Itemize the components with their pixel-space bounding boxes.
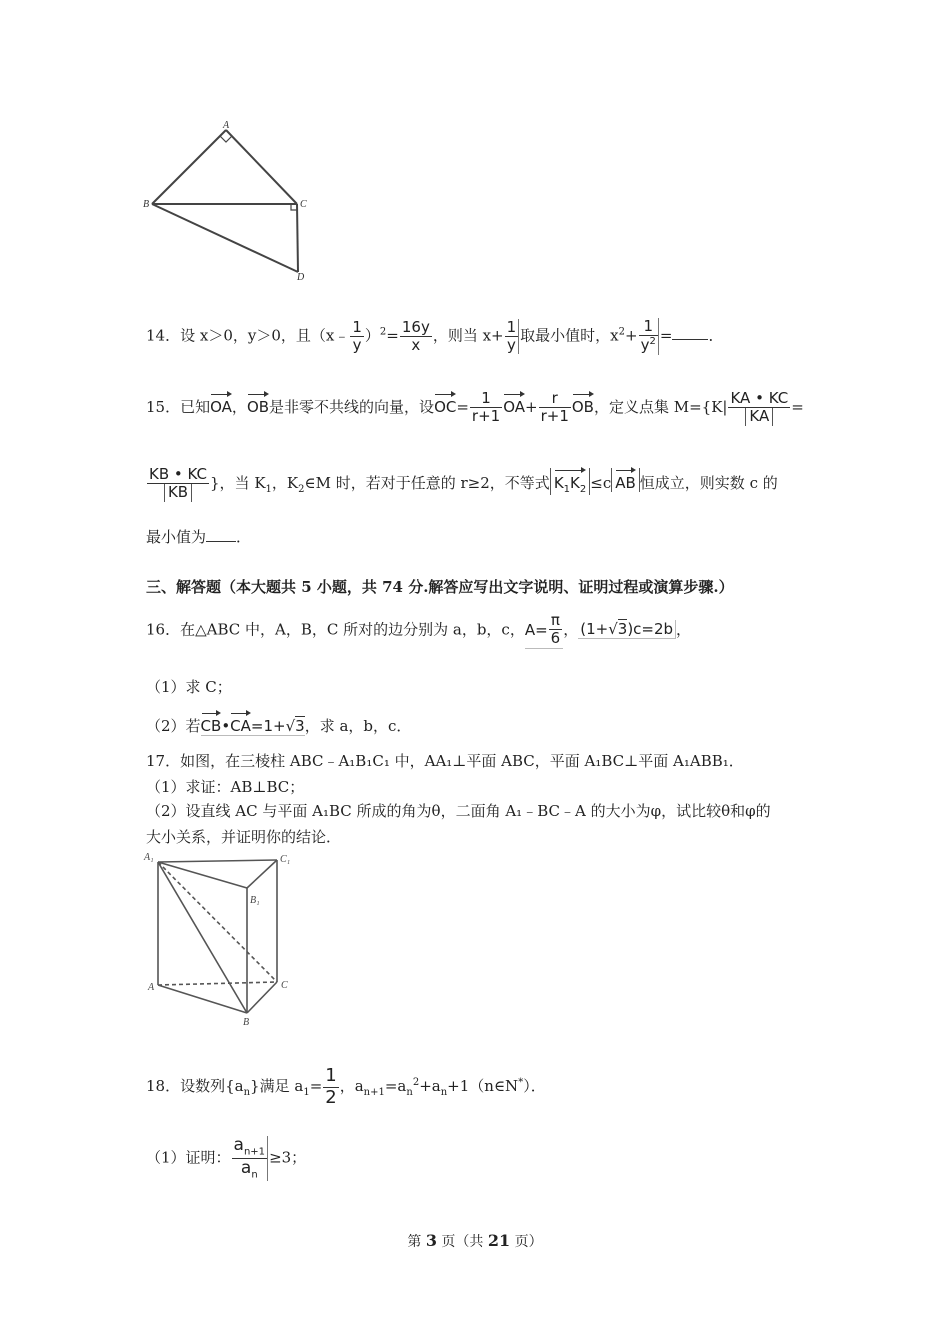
label-d: D <box>297 272 305 283</box>
q18-part1 <box>146 1136 306 1181</box>
q15-number: 15． <box>146 397 181 416</box>
q14-text: = <box>659 326 673 345</box>
q14-text: ． <box>708 326 724 345</box>
q14-frac4: $\frac{1}{y^2}$ <box>639 318 659 355</box>
page-footer: 第 3 页（共 21 页） <box>407 1231 543 1250</box>
q16-text: （2）若 <box>146 717 201 735</box>
q15-text: ，定义点集 M={K| <box>593 397 728 416</box>
q15-answer-blank <box>206 541 236 542</box>
vector-k1k2: $K_1K_2$ <box>550 468 590 495</box>
q15-text: 恒成立，则实数 c 的 <box>639 473 778 492</box>
page-total: 21 <box>487 1231 511 1250</box>
q18-text: ≥3； <box>269 1148 307 1167</box>
q15-text: ，K <box>271 473 299 492</box>
q14-text: 设 x＞0，y＞0，且（x﹣ <box>180 326 350 345</box>
q15-text: ， <box>231 397 247 416</box>
q16-part2 <box>146 711 411 736</box>
label-c: C <box>300 199 307 210</box>
q15-text: = <box>791 397 804 416</box>
vector-ob: OB <box>247 392 269 416</box>
q18-text: ）． <box>523 1077 546 1096</box>
q14-frac3: $\frac{1}{y}$ <box>505 319 520 355</box>
page-number: 3 <box>425 1231 437 1250</box>
question-15-line2: $\frac{KB • KC}{KB}$ }，当 $K_1$，$K_2\in M$ 时，若对于任意的 r≥2，不等式 $K_1K_2 \le c$ AB 恒成立，则实数 c 的 <box>149 465 778 502</box>
q16-text: ， <box>563 620 579 639</box>
q15-frac-ka-kc: $\frac{KA • KC}{KA}$ <box>730 389 789 426</box>
q16-part1: （1）求 C； <box>146 678 232 696</box>
q18-text: +a <box>419 1077 441 1096</box>
triangle-figure <box>140 118 320 283</box>
prism-figure <box>140 848 300 1028</box>
question-16 <box>146 612 691 649</box>
question-15-line3 <box>146 526 251 547</box>
q16-number: 16． <box>146 620 181 639</box>
q18-text: }满足 a <box>250 1077 304 1096</box>
q17-line4: 大小关系，并证明你的结论． <box>146 828 342 846</box>
q16-text: ， <box>676 620 692 639</box>
q14-frac2: $\frac{16y}{x}$ <box>401 317 430 354</box>
q15-text: + <box>525 397 538 416</box>
question-14 <box>146 318 723 355</box>
question-15-line1 <box>146 390 804 426</box>
q15-frac-kb-kc: $\frac{KB • KC}{KB}$ <box>149 465 208 502</box>
q16-text: ，求 a，b，c． <box>304 717 412 735</box>
q15-text: ≤c <box>590 473 612 492</box>
vector-ob-2: OB <box>572 392 594 416</box>
q18-text: =a <box>384 1077 407 1096</box>
q14-text: 取最小值时，x <box>520 326 619 345</box>
q14-answer-blank <box>672 339 708 340</box>
q14-sup: 2 <box>379 326 387 338</box>
q15-frac1: $\frac{1}{r+1}$ <box>471 389 501 426</box>
label-b: B <box>243 1017 250 1028</box>
q15-text: }，当 K <box>210 473 266 492</box>
vector-ab: AB <box>611 468 640 492</box>
q17-line3: （2）设直线 AC 与平面 A₁BC 所成的角为θ，二面角 A₁﹣BC﹣A 的大小为φ，试比较θ和φ的 <box>146 802 771 820</box>
q14-text: ，则当 x+ <box>432 326 504 345</box>
q17-line1: 17．如图，在三棱柱 ABC﹣A₁B₁C₁ 中，AA₁⊥平面 ABC，平面 A₁BC⊥平面 A₁ABB₁． <box>146 752 744 770</box>
q15-text: = <box>456 397 469 416</box>
vector-oa: OA <box>210 392 232 416</box>
q14-frac1: $\frac{1}{y}$ <box>352 317 362 354</box>
label-a: A <box>223 120 230 131</box>
q16-text: 在△ABC 中，A，B，C 所对的边分别为 a，b，c， <box>180 620 525 639</box>
q14-text: + <box>625 326 638 345</box>
question-18: 18．设数列$\{a_n\}$满足 $a_1=$ $\frac{1}{2}$ ，$a_{n+1}=a_n^2+a_n+1(n\in N^*)$． <box>146 1065 546 1108</box>
q15-text: 最小值为 <box>146 528 207 546</box>
q14-text: = <box>386 326 399 345</box>
q18-text: 设数列{a <box>180 1077 244 1096</box>
q14-sup: 2 <box>618 326 626 338</box>
q15-text: ∈M 时，若对于任意的 r≥2，不等式 <box>304 473 550 492</box>
q16-equation: (1+√3)c=2b <box>578 620 676 639</box>
q18-ratio: $\frac{a_{n+1}}{a_n}$ <box>232 1136 269 1181</box>
label-a1: A₁ <box>144 852 154 863</box>
q18-text: = <box>309 1077 323 1096</box>
label-a: A <box>148 982 155 993</box>
q18-frac-half: $\frac{1}{2}$ <box>325 1065 337 1108</box>
section-heading: 三、解答题（本大题共 5 小题，共 74 分.解答应写出文字说明、证明过程或演算步骤.） <box>146 578 734 596</box>
label-b1: B₁ <box>250 895 260 906</box>
q15-text: ． <box>236 528 252 546</box>
q15-text: 是非零不共线的向量，设 <box>269 397 435 416</box>
q18-text: ，a <box>339 1077 364 1096</box>
label-c: C <box>281 980 288 991</box>
q16-a-eq: A= $\frac{\pi}{6}$ <box>525 612 563 649</box>
vector-oc: OC <box>434 392 456 416</box>
q18-text: +1（n∈N <box>447 1077 519 1096</box>
label-c1: C₁ <box>280 854 291 865</box>
q18-number: 18． <box>146 1077 181 1096</box>
q14-text: ） <box>364 326 380 345</box>
label-b: B <box>143 199 150 210</box>
q17-line2: （1）求证：AB⊥BC； <box>146 778 305 796</box>
q14-number: 14． <box>146 326 181 345</box>
vector-oa-2: OA <box>503 392 525 416</box>
q15-text: 已知 <box>180 397 211 416</box>
q18-text: （1）证明： <box>146 1148 231 1167</box>
q15-frac2: $\frac{r}{r+1}$ <box>540 389 569 426</box>
q16-dot-product: CB•CA=1+√3 <box>201 711 305 736</box>
